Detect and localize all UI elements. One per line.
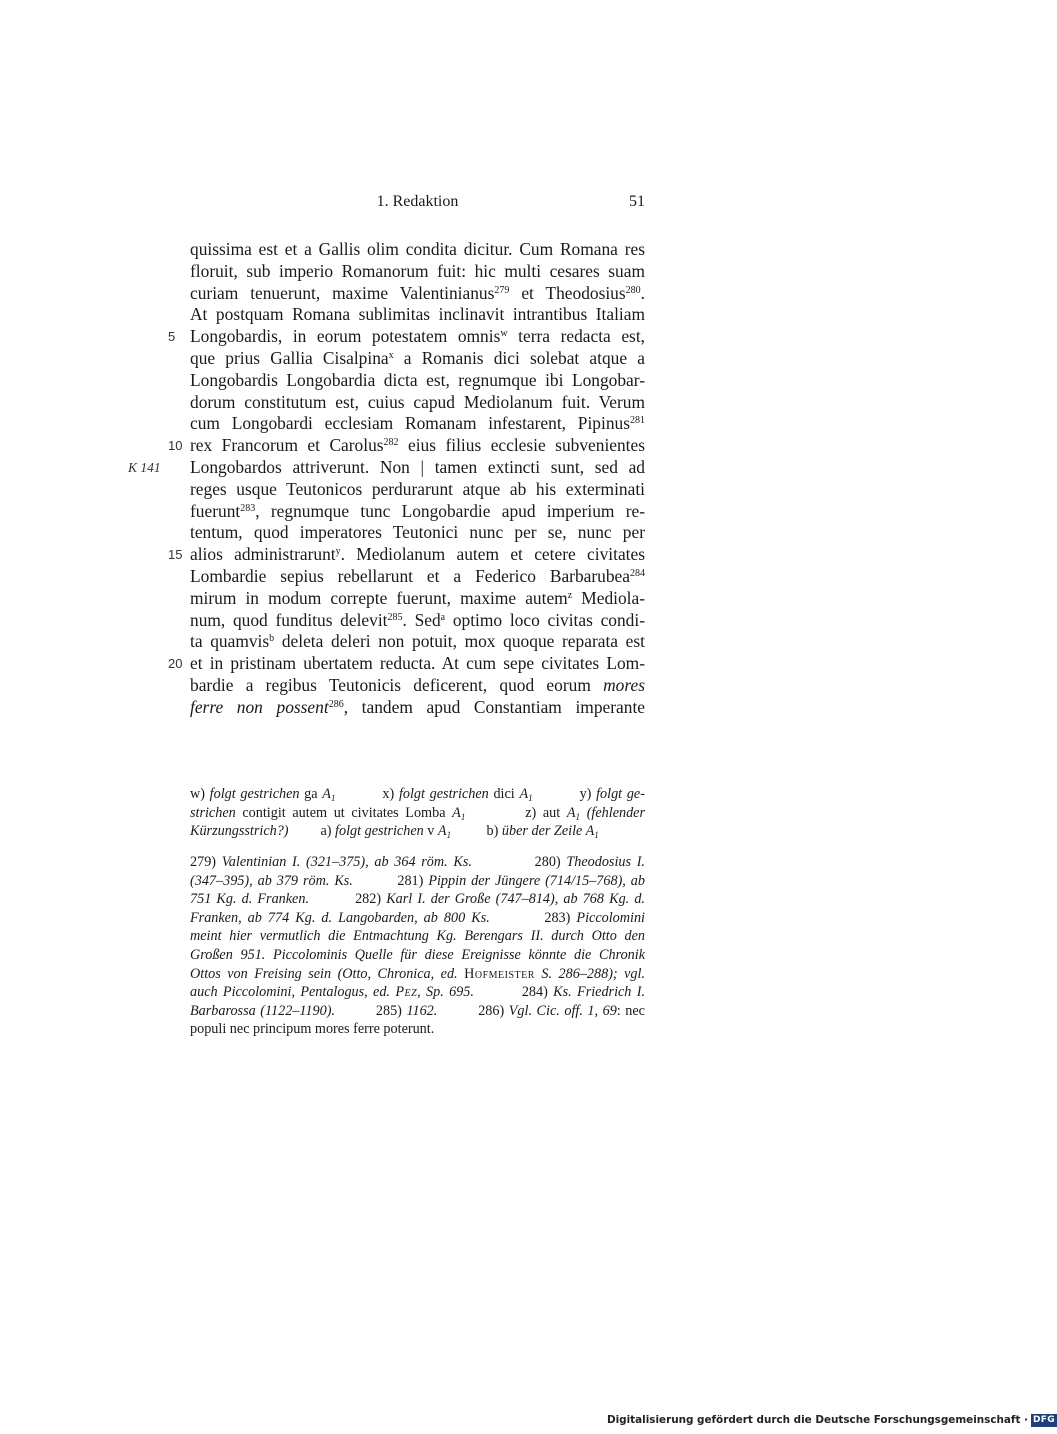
line-text: bardie a regibus Teutonicis deficerent, quod eorum mores bbox=[190, 674, 645, 695]
line-text: Longobardis Longobardia dicta est, regnumque ibi Longobar- bbox=[190, 369, 645, 390]
line-text: mirum in modum correpte fuerunt, maxime autem$^z$ Mediola- bbox=[190, 587, 646, 608]
line-text: tentum, quod imperatores Teutonici nunc per se, nunc per bbox=[190, 522, 645, 543]
page-number: 51 bbox=[629, 193, 645, 210]
text-line bbox=[190, 675, 645, 697]
line-text: Longobardis, in eorum potestatem omnis$^w$ terra redacta est, bbox=[190, 326, 645, 347]
text-line bbox=[190, 261, 645, 283]
commentary-line: populi nec principum mores ferre poterunt. bbox=[190, 1021, 435, 1038]
main-text-block bbox=[128, 239, 646, 719]
text-line bbox=[168, 435, 646, 457]
text-line bbox=[190, 522, 645, 544]
commentary-footnotes bbox=[190, 853, 645, 1039]
text-line bbox=[168, 326, 645, 348]
line-number: 20 bbox=[168, 656, 183, 672]
apparatus-line: Kürzungsstrich?) a) folgt gestrichen v $A_1$ b) über der Zeile $A_1$ bbox=[190, 823, 599, 841]
text-line bbox=[190, 392, 645, 414]
running-title: 1. Redaktion bbox=[376, 193, 459, 210]
commentary-line: Großen 951. Piccolominis Quelle für diese Ereignisse könnte die Chronik bbox=[190, 946, 645, 963]
text-line bbox=[168, 544, 645, 566]
line-text: num, quod funditus delevit$^{285}$. Sed$^a$ optimo loco civitas condi- bbox=[190, 609, 646, 630]
text-line bbox=[128, 456, 645, 479]
line-text: cum Longobardi ecclesiam Romanam infestarent, Pipinus$^{281}$ bbox=[190, 413, 645, 434]
line-text: fuerunt$^{283}$, regnumque tunc Longobardie apud imperium re- bbox=[190, 500, 645, 521]
commentary-line: 279) Valentinian I. (321–375), ab 364 röm. Ks. 280) Theodosius I. bbox=[190, 854, 645, 870]
text-line bbox=[190, 610, 645, 632]
line-number: 15 bbox=[168, 547, 183, 563]
line-text: ferre non possent$^{286}$, tandem apud Constantiam imperante bbox=[190, 696, 645, 717]
line-text: floruit, sub imperio Romanorum fuit: hic multi cesares suam bbox=[190, 260, 645, 281]
apparatus-line: strichen contigit autem ut civitates Lomba $A_1$ z) aut $A_1$ (fehlender bbox=[190, 804, 646, 822]
critical-apparatus bbox=[190, 785, 645, 841]
line-text: curiam tenuerunt, maxime Valentinianus$^{279}$ et Theodosius$^{280}$. bbox=[190, 282, 646, 303]
line-text: alios administrarunt$^y$. Mediolanum autem et cetere civitates bbox=[190, 544, 645, 565]
text-line bbox=[190, 566, 645, 588]
line-number: 10 bbox=[168, 438, 183, 454]
credit-text: Digitalisierung gefördert durch die Deutsche Forschungsgemeinschaft · bbox=[607, 1414, 1028, 1426]
commentary-line: (347–395), ab 379 röm. Ks. 281) Pippin der Jüngere (714/15–768), ab bbox=[190, 872, 645, 889]
text-line bbox=[190, 370, 645, 392]
text-line bbox=[190, 283, 645, 305]
line-number: 5 bbox=[168, 329, 176, 345]
text-line bbox=[190, 631, 645, 653]
line-text: dorum constitutum est, cuius capud Mediolanum fuit. Verum bbox=[190, 391, 645, 412]
commentary-line: Franken, ab 774 Kg. d. Langobarden, ab 800 Ks. 283) Piccolomini bbox=[190, 909, 645, 926]
apparatus-line: w) folgt gestrichen ga $A_1$ x) folgt gestrichen dici $A_1$ y) folgt ge- bbox=[190, 786, 645, 803]
line-text: reges usque Teutonicos perdurarunt atque ab his exterminati bbox=[190, 478, 645, 499]
line-text: Lombardie sepius rebellarunt et a Federico Barbarubea$^{284}$ bbox=[190, 565, 645, 586]
line-text: que prius Gallia Cisalpina$^x$ a Romanis dici solebat atque a bbox=[190, 347, 645, 368]
commentary-line: Barbarossa (1122–1190). 285) 1162. 286) Vgl. Cic. off. 1, 69: nec bbox=[190, 1002, 645, 1019]
text-line bbox=[168, 653, 645, 675]
margin-reference: K 141 bbox=[128, 459, 161, 475]
text-line bbox=[190, 501, 645, 523]
text-line bbox=[190, 413, 645, 435]
line-text: At postquam Romana sublimitas inclinavit intrantibus Italiam bbox=[190, 304, 645, 325]
text-line bbox=[190, 348, 645, 370]
line-text: rex Francorum et Carolus$^{282}$ eius filius ecclesie subvenientes bbox=[190, 435, 646, 456]
line-text: ta quamvis$^b$ deleta deleri non potuit, mox quoque reparata est bbox=[190, 631, 645, 652]
text-line bbox=[190, 697, 645, 719]
dfg-logo-icon: DFG bbox=[1031, 1414, 1057, 1427]
running-head bbox=[190, 193, 645, 215]
text-line bbox=[190, 588, 645, 610]
text-line bbox=[190, 239, 645, 261]
text-line bbox=[190, 304, 645, 326]
line-text: Longobardos attriverunt. Non | tamen extincti sunt, sed ad bbox=[190, 456, 645, 477]
commentary-line: auch Piccolomini, Pentalogus, ed. Pez, Sp. 695. 284) Ks. Friedrich I. bbox=[190, 984, 645, 1001]
commentary-line: meint hier vermutlich die Entmachtung Kg. Berengars II. durch Otto den bbox=[190, 928, 645, 945]
line-text: et in pristinam ubertatem reducta. At cum sepe civitates Lom- bbox=[190, 653, 645, 674]
commentary-line: 751 Kg. d. Franken. 282) Karl I. der Große (747–814), ab 768 Kg. d. bbox=[190, 891, 645, 908]
line-text: quissima est et a Gallis olim condita dicitur. Cum Romana res bbox=[190, 239, 645, 259]
text-line bbox=[190, 479, 645, 501]
commentary-line: Ottos von Freising sein (Otto, Chronica, ed. Hofmeister S. 286–288); vgl. bbox=[190, 965, 646, 982]
digitization-credit bbox=[607, 1412, 1057, 1428]
